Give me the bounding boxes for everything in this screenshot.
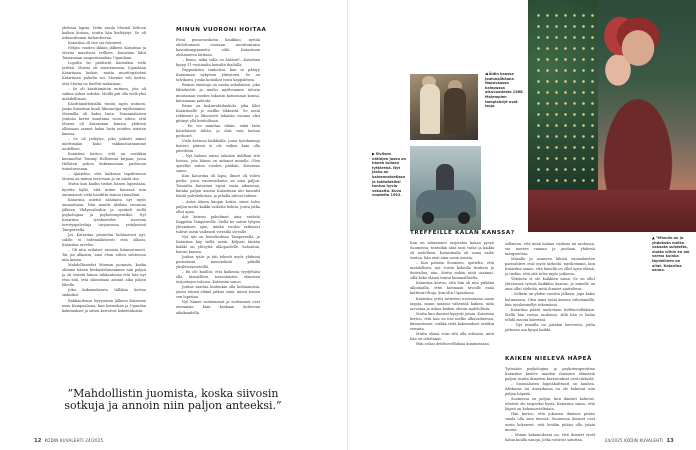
paragraph: Hän selasi deittisovelluksia kummissaan. <box>416 341 490 346</box>
paragraph: – Nyt haluan antaa takaisin äidilleni sitä hoivaa, jota hänen on antanut minulle. Olen ajatellut miten vuoden päähän, Katariina sanoo. <box>176 154 260 174</box>
paragraph: Kun Katariina oli lapsi, ilmatt oli vahva perhe, jossa vuorovaikutus on aina paljon. Toisaalta Katariina tajusi vasta aikuisena, kuinka paljon asioita Katariinan äiti kasvatti häntä palvelukoissa, ja pihalla tulivat tukena. <box>176 174 260 199</box>
folio-left <box>34 438 103 444</box>
paragraph: Lopulta he päättivät kuitenkin vielä yrittää. Mormi oli muuttamassa Ugandaan Katariinan luokse, mutta muuttopäivänä Katariinan puhelin soi. Mormin veli kertoi, että Mormi on kuollut malariaan. <box>62 61 146 86</box>
paragraph: Pieni punavuoskoira haukkuu, nyttää ehdottomasti suoraan muuttuntuisa kasvukumppaneita siltä Katariinan olohuoneen lattiaan. <box>176 38 260 58</box>
caption-main-photo: ▲”Minulla on jo yhdeksän melko vakaata suhdetta, mutta niihin en ole varma kuinka täydellinen on ollut. Katariina sanoo. <box>652 236 690 273</box>
paragraph: – Oli niin erilaiset asioista kiinnostuneet. Tai jos alkaisin, aina etsin sitten suhteessa niin kauan. <box>62 248 146 263</box>
paragraph: – Minun kokemukseni on, että ihmiset eivät halua kuulla sanoja, jotka voisivat satuttaa. <box>505 432 595 442</box>
paragraph: sellainen, että minä haluan vuokraa tai rauhassa, vie merten rannan ja juodaan yhdessä margarettaa. <box>505 242 595 257</box>
paragraph: Remo on kodinvahtilaukolu, joka lähti Katariinalle jo meilko tikkeistä. Se meni rohkeasti ja läheisesti takaisin vuonna olisi pitänyt yllä keittoiltaan. <box>176 103 260 123</box>
paragraph: Katariina oli itse sai ratoineet. <box>68 41 123 46</box>
article-column-1 <box>62 26 146 378</box>
page-fold <box>347 0 348 450</box>
paragraph: Joskus tytär ja äiti tekivät myös yhdessä perinteisiä menetelmiä pitkillä yksilöviraatoteillä. <box>176 255 260 270</box>
page-number-left: 12 <box>34 438 42 444</box>
paragraph: – Se oli järkytys, joka pakotti minut miettimään koko rakkaustarinamme uudelleen. <box>62 137 146 152</box>
photo-katariina-christmas <box>528 0 696 232</box>
paragraph: Hän kertoo, että jokaisen ihmisen pitäisi saada olla oma itsensä. Suomessa ihmiset ovat usein kokeneet, että heidän pitäisi olla jotain muuta. <box>505 412 595 432</box>
article-column-4 <box>505 242 595 346</box>
pull-quote: ”Mahdollistin juomista, koska siivosin sotkuja ja annoin niin paljon anteeksi.” <box>64 387 282 413</box>
paragraph: Äiti kaiessi puhelimet aina eräästä Kappelin Tampereelle. Siellä he saivat lyhyen yhtenäisen ajan, minkä vuoksi ratkaisut tulivat usein vaikeasti vierailla olevalle. <box>176 214 260 234</box>
subheading-treffeille: TREFFEILLE KALAN KANSSA? <box>410 230 515 236</box>
folio-right-text: 24/2025 KODIN KUVALEHTI <box>604 438 664 443</box>
paragraph: Suomessa on paljon, kun ihmiset kokevat, etteivät ole tarpeeksi hyviä. Katariina sanoo, että häpeä on kokonaisvaltaista. <box>505 397 595 412</box>
paragraph: Yhteinen ei ole kaikkien sama. Se on ollut yhteisessä työssä kaikkien kanssa, ja minulle on aina ollut tärkeää, mitä ihmiset ajattelevat. <box>505 277 595 292</box>
paragraph: Musalla ja asuneen lähteä suomalaisten parisuhteet ovat myös tärkeitä, myöhemmin, kun Katariina sanoo, että hänellä on ollut upea elämä, ja tiedän, että sitä tulee myös jatkossa. <box>505 257 595 277</box>
paragraph: – Remo, mikä sulla on hätänä?– Katariina kysyy 11-vuotiaalta koiralta ihailulla. <box>176 58 260 68</box>
paragraph: Joskus saattaa kuitenkin olla kohtaamisia, joissa toinen elämä jatkuu siinä, missä toinen sen lopettaa. <box>176 285 260 300</box>
subheading-kaiken-nieleva: KAIKEN NIELEVÄ HÄPEÄ <box>505 356 592 362</box>
paragraph: Neljän vuoden ikkuin jälkeen Katariina ja Mormi muuttivat erilleen. Katariina lähti Tansaniaan naapurimaahan Ugandaan. <box>62 46 146 61</box>
paragraph: – Kun palasin Suomeen, ajattelin, että mahdollista, nyt voisin kokeilla tinderia ja deittailua, niin. Mutta enhän niitä osannut, sillä koko elämä tuntui kummalliselta. <box>410 261 494 281</box>
paragraph: – Nyt minulla on joitakin kavereita, joilta jatkossa saa kysyä kaikki. <box>505 322 595 332</box>
caption-mother-daughter: ◀Äidin kanssa joulunaiikkana Napovaassa kainpussa alkuvuodesta 1988. Molempien tamplahdyt ovat isoja. <box>485 72 524 109</box>
folio-right <box>605 438 674 444</box>
paragraph: – Autot äänen kaupin kotiin, sinne tulee paljon meitä kaikki vaikeita kohtia, joista jatka ollut apua. <box>176 199 260 214</box>
paragraph: Työssään psykologina ja psykoterapeuttina Katariina kuulee muiden ihmisten elämästä paljon, mutta ihmisten kertomukset ovat tärkeitä. <box>505 367 595 382</box>
paragraph: Katariina yritti tuttavien neuvomana uusia tapoja, muun muassa vähentää kaiken, mitä arvostaa ja uskoa kaiken olevan mahdollista. <box>410 296 494 311</box>
paragraph: Kun en rakastanut tarpeeksi kauan pysyä Suomessa, tuntuikin aina uusi vaihe ja kaikki oli uudelleen. Katariinalla oli sama vaihe tuntua, hän etsii aina uusia asioita. <box>410 241 494 261</box>
article-column-3 <box>410 241 494 378</box>
article-column-5 <box>505 367 595 442</box>
photo-car <box>410 146 481 230</box>
caption-car: ▶Siviisen nätinjen Jaska on hänen tollaan tyttärenä. Nyt Jaska on kaivonnaisetissa ja tahtotakiksi tuntuu hyvin vakaalta. Kuva vuodelta 1992. <box>372 152 407 198</box>
paragraph: – Suomalaisen häpeäkulttuuri on kauhea. Afrikassa tai Amerikassa en ole kokenut niin paljon häpeää. <box>505 382 595 397</box>
arrow-right-icon: ▶ <box>372 152 375 156</box>
paragraph: yhdessä lapsia. Yritin saada Mormil holtoon kaiken kotona, mutta hän kieltäytyi. Se oli askonuttonan turhauttavaa. <box>62 26 146 41</box>
paragraph: Katariina kertoo, että hän oli niin pitkään ulkomailla, ettei kotimaan tavoille enää kulttuuri-iltoja, kun olin Ugandassa. <box>410 281 494 296</box>
paragraph: – Selkein on yhden vuoden jälkeen, jopa kaksi kotimaassa. Olen minä työni kanssa vähemmällä, kun työskennellyt tekemässä. <box>505 292 595 307</box>
paragraph: Katariina kertoo, että on vasttikin kuunnellut Tommy Hellstenin kirjaan, jossa Hellsten puhuu kokemustaan puolisoon tutustuessaan. <box>62 152 146 172</box>
paragraph: – En voi muuttaa tähän, enkä laita kotieläimiä tähän, ja olisi vain katsoa perhoset. <box>176 123 260 138</box>
paragraph: Nyt hänen vanhemmat ja molemmat ovat enemmän kuin koskaan kohteena aikakaudella. <box>176 300 260 315</box>
paragraph: – En ole kuullut, että kaikessa tyydyttäisi olla täsmälleen toisenlaisten elämisen tarjontojen valossa. Katariina sanoo. <box>176 270 260 285</box>
article-column-2 <box>176 38 260 378</box>
paragraph: Rakkaudensa löytymisen jälkeen Katariina asuu Kampaalassa, kun heimohan ja Ugandan kokemukset ja sitten kertoivat kokemuksista. <box>62 298 146 313</box>
folio-left-text: KODIN KUVALEHTI 24/2025 <box>44 438 104 443</box>
arrow-left-icon: ◀ <box>485 72 488 76</box>
page-number-right: 13 <box>666 438 674 444</box>
paragraph: Nyt äiti on hoivakodissa Tampereella, ja Katariina käy siellä usein. Kelpasi tänään kaikki on yhteyttä ulkopuolelle, hotsailua, koiran kanssa. <box>176 234 260 254</box>
paragraph: – Se oli käsittämätön uutinen, jota oli vaikea uskoa todeksi. Meillä piti olla vielä yksi mahdollisuus. <box>62 86 146 101</box>
paragraph: – Ajattelen, että kaikessa tapahtuessa Mormi on minun tarvetaan ja on niistä itse. <box>62 172 146 182</box>
paragraph: Pappaskoira vanhottui, kun se päätyy Katariinan nykyisen yhteyteen. Se on talvikoira, jonka kotiaikat tunsi kappaleissa. <box>176 68 260 83</box>
paragraph: Remon omistaja on vanha sukulainen, joka lähteköötti ja mielei myöhemmin talosta muutaman vuoden takaisin katsomaan koiraa, katsomaan paluuta. <box>176 83 260 103</box>
paragraph: Jos Katariina jaloitelmi kohtaisivat nyt, sahde ei todennäköisesti eräs alkaisi, Katariina arvelee. <box>62 232 146 248</box>
photo-mother-daughter <box>410 74 478 140</box>
paragraph: Vielä kovassa kaikkialla, jossa työnkantaja koirien päässä ei ole vaikea kuin olla päivittäin. <box>176 138 260 154</box>
paragraph: Mutta kun kaulin tiedon hänen lapsistaan, kyselin kyllä, että miten hänessä niin ominaisesti vielä haudittu minun rinnallani. <box>62 182 146 197</box>
paragraph: Joka kokemuksesta tälläkin kertaa sinkuiksi. <box>62 288 146 298</box>
paragraph: Mahdollisuudet Mormin juomista, koska olimme hänen keskusteluissamme niin paljon ja oli etsintä hänen rakkautensa että hän nyt etsii sitä, että oikeastaan asunut aika paljon lähelle. <box>62 263 146 288</box>
paragraph: Mutta kun ihmiset kysyvät jotain, Katariina kertoo, että hän on itse melko alkuvaiheessa, kiinnostunut, vaikka vielä kokemukset ovatkin vieraita. <box>410 311 495 331</box>
paragraph: Käsittämättömältä tuntui myös uutinen, jonka Katariina kuuli likisanotpa myöhemmin: Mormilla oli kaksi lasta. Tansanialaisen ystävän kertoi muutama vuosi sitten, että Mormi oli Katariinan kanssa yhdessä ollessaan saanut kaksi lasta muiden naisten kanssa. <box>62 101 146 136</box>
paragraph: Katariina päätti uudestaan treffisovelluksiin. Siellä hän vastaa rauhassa, sillä hän ei halua tehdä asioita kiireessä. <box>505 307 595 322</box>
arrow-up-icon: ▲ <box>652 236 655 240</box>
subheading-minun-vuoroni: MINUN VUORONI HOITAA <box>176 27 267 33</box>
paragraph: Mutta elämä voisi silti olla erilaista, mitä hän on odottanut. <box>410 331 494 341</box>
paragraph: Katariina miettii sahdanta nyt myös ammattiaan. Hän muutti Afrikan vuosinna jälkeen Yhdysvaltoihin ja opiskeli siellä psykologiaa ja psykoterapeutiksi. Nyt Katariina työskentelee nuorena terveyspalveluja tarjoavassa yrityksessä Tampereella. <box>62 197 146 232</box>
